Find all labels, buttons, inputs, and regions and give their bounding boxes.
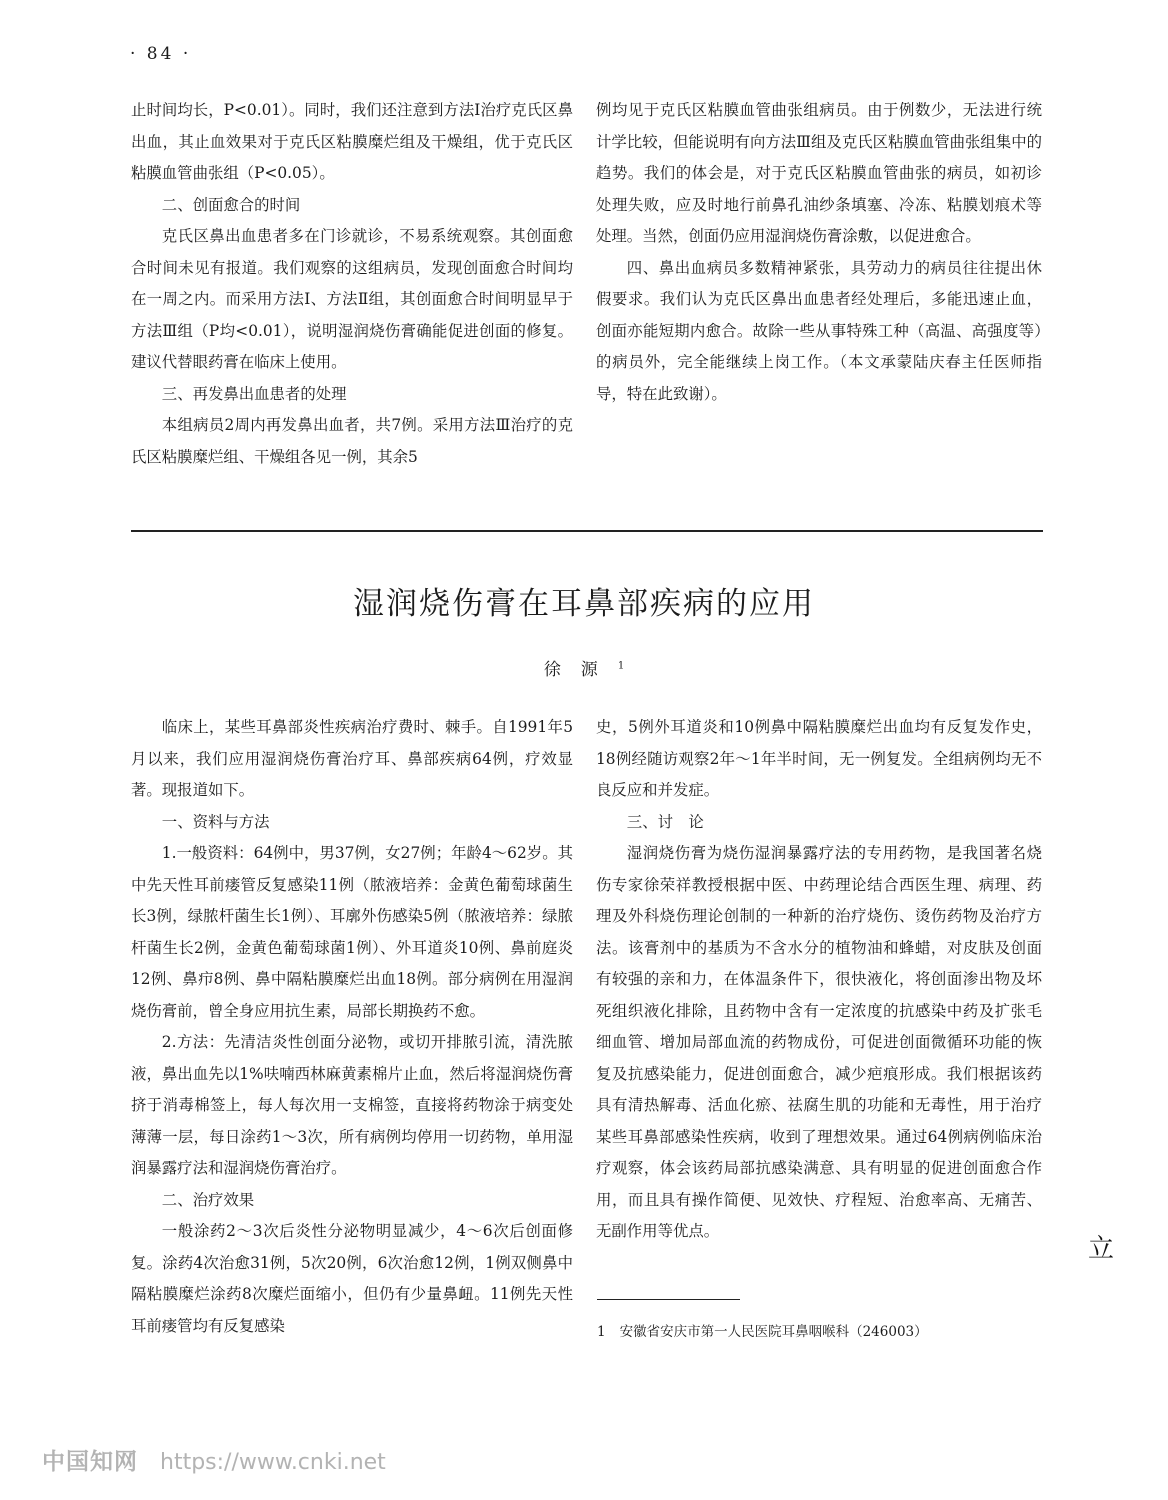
paragraph: 1.一般资料：64例中，男37例，女27例；年龄4～62岁。其中先天性耳前瘘管反复感染11例（脓液培养：金黄色葡萄球菌生长3例，绿脓杆菌生长1例）、耳廓外伤感染5例（脓液培养：绿脓杆菌生长2例，金黄色葡萄球菌1例）、外耳道炎10例、鼻前庭炎12例、鼻疖8例、鼻中隔粘膜糜烂出血18例。部分病例在用湿润烧伤膏前，曾全身应用抗生素，局部长期换药不愈。 bbox=[131, 844, 573, 1020]
paragraph: 一般涂药2～3次后炎性分泌物明显减少，4～6次后创面修复。涂药4次治愈31例，5次20例，6次治愈12例，1例双侧鼻中隔粘膜糜烂涂药8次糜烂面缩小，但仍有少量鼻衄。11例先天性耳前瘘管均有反复感染 bbox=[131, 1222, 573, 1335]
author-name: 徐源 bbox=[543, 660, 618, 680]
section-heading: 一、资料与方法 bbox=[161, 812, 270, 831]
paragraph: 2.方法：先清洁炎性创面分泌物，或切开排脓引流，清洗脓液，鼻出血先以1%呋喃西林麻黄素棉片止血，然后将湿润烧伤膏挤于消毒棉签上，每人每次用一支棉签，直接将药物涂于病变处薄薄一层，每日涂药1～3次，所有病例均停用一切药物，单用湿润暴露疗法和湿润烧伤膏治疗。 bbox=[131, 1033, 573, 1177]
section-heading: 二、创面愈合的时间 bbox=[161, 195, 301, 214]
paragraph: 湿润烧伤膏为烧伤湿润暴露疗法的专用药物，是我国著名烧伤专家徐荣祥教授根据中医、中药理论结合西医生理、病理、药理及外科烧伤理论创制的一种新的治疗烧伤、烫伤药物及治疗方法。该膏剂中的基质为不含水分的植物油和蜂蜡，对皮肤及创面有较强的亲和力，在体温条件下，很快液化，将创面渗出物及坏死组织液化排除，且药物中含有一定浓度的抗感染中药及扩张毛细血管、增加局部血流的药物成份，可促进创面微循环功能的恢复及抗感染能力，促进创面愈合，减少疤痕形成。我们根据该药具有清热解毒、活血化瘀、祛腐生肌的功能和无毒性，用于治疗某些耳鼻部感染性疾病，收到了理想效果。通过64例病例临床治疗观察，体会该药局部抗感染满意、具有明显的促进创面愈合作用，而且具有操作简便、见效快、疗程短、治愈率高、无痛苦、无副作用等优点。 bbox=[596, 844, 1042, 1240]
page-number: · 84 · bbox=[130, 44, 192, 64]
cnki-watermark bbox=[42, 1443, 386, 1476]
author-footnote-mark: 1 bbox=[617, 660, 625, 672]
footnote bbox=[597, 1322, 1043, 1342]
paragraph: 止时间均长，P<0.01）。同时，我们还注意到方法Ⅰ治疗克氏区鼻出血，其止血效果对于克氏区粘膜糜烂组及干燥组，优于克氏区粘膜血管曲张组（P<0.05）。 bbox=[131, 101, 573, 182]
paragraph: 临床上，某些耳鼻部炎性疾病治疗费时、棘手。自1991年5月以来，我们应用湿润烧伤膏治疗耳、鼻部疾病64例，疗效显著。现报道如下。 bbox=[131, 718, 573, 799]
watermark-url: https://www.cnki.net bbox=[160, 1450, 386, 1475]
paragraph: 四、鼻出血病员多数精神紧张，具劳动力的病员往往提出休假要求。我们认为克氏区鼻出血患者经处理后，多能迅速止血，创面亦能短期内愈合。故除一些从事特殊工种（高温、高强度等）的病员外，完全能继续上岗工作。（本文承蒙陆庆春主任医师指导，特在此致谢）。 bbox=[596, 258, 1042, 403]
paragraph: 例均见于克氏区粘膜血管曲张组病员。由于例数少，无法进行统计学比较，但能说明有向方法Ⅲ组及克氏区粘膜血管曲张组集中的趋势。我们的体会是，对于克氏区粘膜血管曲张的病员，如初诊处理失败，应及时地行前鼻孔油纱条填塞、冷冻、粘膜划痕术等处理。当然，创面仍应用湿润烧伤膏涂敷，以促进愈合。 bbox=[596, 101, 1042, 245]
author-line bbox=[0, 655, 1168, 680]
prev-article-right-column bbox=[596, 95, 1042, 410]
footnote-number: 1 bbox=[597, 1324, 606, 1340]
paragraph: 克氏区鼻出血患者多在门诊就诊，不易系统观察。其创面愈合时间未见有报道。我们观察的这组病员，发现创面愈合时间均在一周之内。而采用方法Ⅰ、方法Ⅱ组，其创面愈合时间明显早于方法Ⅲ组（P均<0.01），说明湿润烧伤膏确能促进创面的修复。建议代替眼药膏在临床上使用。 bbox=[131, 227, 573, 371]
section-heading: 二、治疗效果 bbox=[161, 1190, 255, 1209]
article-left-column bbox=[131, 712, 573, 1342]
section-heading: 三、讨 论 bbox=[626, 812, 704, 831]
article-right-column bbox=[596, 712, 1042, 1248]
article-title: 湿润烧伤膏在耳鼻部疾病的应用 bbox=[353, 586, 815, 622]
paragraph: 本组病员2周内再发鼻出血者，共7例。采用方法Ⅲ治疗的克氏区粘膜糜烂组、干燥组各见一例，其余5 bbox=[131, 416, 573, 466]
prev-article-left-column bbox=[131, 95, 573, 473]
footnote-text: 安徽省安庆市第一人民医院耳鼻咽喉科（246003） bbox=[619, 1324, 928, 1340]
paragraph: 史，5例外耳道炎和10例鼻中隔粘膜糜烂出血均有反复发作史，18例经随访观察2年～1年半时间，无一例复发。全组病例均无不良反应和并发症。 bbox=[596, 718, 1042, 799]
watermark-brand: 中国知网 bbox=[42, 1449, 138, 1475]
footnote-rule bbox=[597, 1299, 740, 1300]
article-divider bbox=[131, 530, 1043, 532]
section-heading: 三、再发鼻出血患者的处理 bbox=[161, 384, 347, 403]
handwritten-margin-mark: 立 bbox=[1088, 1234, 1115, 1264]
